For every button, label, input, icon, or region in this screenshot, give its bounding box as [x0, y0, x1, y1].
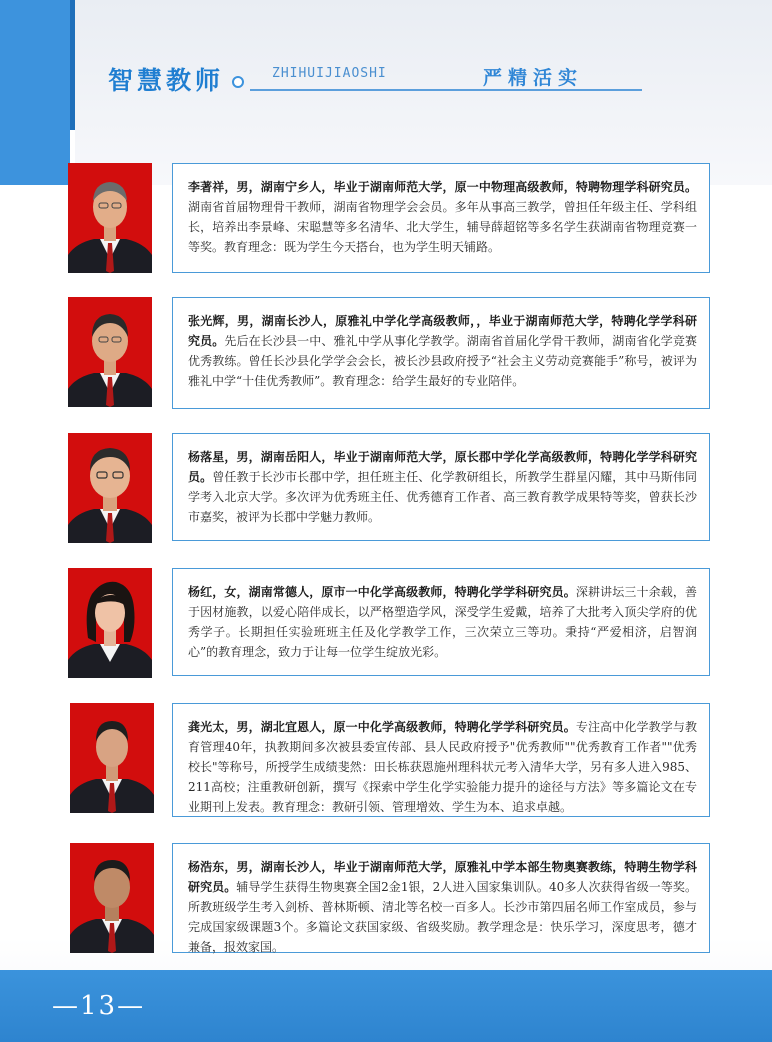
- section-header: [100, 55, 660, 100]
- teacher-description: 先后在长沙县一中、雅礼中学从事化学教学。湖南省首届化学骨干教师，湖南省化学竞赛优秀教练。曾任长沙县化学学会会长，被长沙县政府授予“社会主义劳动竞赛能手”称号，被评为雅礼中学“十佳优秀教师”。教育理念：给学生最好的专业陪伴。: [188, 334, 697, 388]
- header-divider: [250, 89, 642, 91]
- teacher-description: 深耕讲坛三十余载，善于因材施教，以爱心陪伴成长，以严格塑造学风，深受学生爱戴，培养了大批考入顶尖学府的优秀学子。长期担任实验班班主任及化学教学工作，三次荣立三等功。秉持“严爱相济，启智润心”的教育理念，致力于让每一位学生绽放光彩。: [188, 585, 697, 659]
- teacher-description: 专注高中化学教学与教育管理40年，执教期间多次被县委宣传部、县人民政府授予"优秀教师""优秀教育工作者""优秀校长"等称号，所授学生成绩斐然：田长栋获恩施州理科状元考入清华大学，另有多人进入985、211高校；注重教研创新，撰写《探索中学生化学实验能力提升的途径与方法》等多篇论文在专业期刊上发表。教育理念：教研引领、管理增效、学生为本、追求卓越。: [188, 720, 697, 814]
- teacher-bio: [172, 843, 710, 953]
- page-footer: [0, 970, 772, 1042]
- teacher-description: 辅导学生获得生物奥赛全国2金1银，2人进入国家集训队。40多人次获得省级一等奖。所教班级学生考入剑桥、普林斯顿、清北等名校一百多人。长沙市第四届名师工作室成员，参与完成国家级课题3个。多篇论文获国家级、省级奖励。教学理念是：快乐学习，深度思考，德才兼备，报效家国。: [188, 880, 697, 954]
- left-accent-band: [0, 0, 70, 185]
- teacher-name-title: 杨落星，男，湖南岳阳人，毕业于湖南师范大学，原长郡中学化学高级教师，特聘化学学科研究员。: [188, 450, 697, 484]
- teacher-name-title: 李著祥，男，湖南宁乡人，毕业于湖南师范大学，原一中物理高级教师，特聘物理学科研究员。: [188, 180, 697, 194]
- section-motto: 严精活实: [483, 67, 584, 89]
- teacher-description: 曾任教于长沙市长郡中学，担任班主任、化学教研组长，所教学生群星闪耀，其中马斯伟同学考入北京大学。多次评为优秀班主任、优秀德育工作者、高三教育教学成果特等奖，曾获长沙市嘉奖，被评为长郡中学魅力教师。: [188, 470, 697, 524]
- teacher-photo: [70, 843, 154, 953]
- circle-dot-icon: [232, 76, 244, 88]
- portrait-icon: [68, 297, 152, 407]
- portrait-icon: [68, 433, 152, 543]
- page-number: —13—: [52, 991, 146, 1021]
- portrait-icon: [70, 703, 154, 813]
- teacher-bio: [172, 433, 710, 541]
- teacher-bio: [172, 568, 710, 676]
- teacher-bio: [172, 703, 710, 817]
- teacher-photo: [68, 297, 152, 407]
- teacher-photo: [68, 433, 152, 543]
- teacher-photo: [68, 163, 152, 273]
- portrait-icon: [68, 163, 152, 273]
- teacher-photo: [70, 703, 154, 813]
- teacher-name-title: 张光辉，男，湖南长沙人，原雅礼中学化学高级教师，，毕业于湖南师范大学，特聘化学学科研究员。: [188, 314, 697, 348]
- portrait-icon: [68, 568, 152, 678]
- teacher-photo: [68, 568, 152, 678]
- teacher-description: 湖南省首届物理骨干教师，湖南省物理学会会员。多年从事高三教学，曾担任年级主任、学科组长，培养出李景峰、宋聪慧等多名清华、北大学生，辅导薛超铭等多名学生获湖南省物理竞赛一等奖。教育理念：既为学生今天搭台，也为学生明天铺路。: [188, 200, 697, 254]
- teacher-name-title: 杨红，女，湖南常德人，原市一中化学高级教师，特聘化学学科研究员。: [188, 585, 576, 599]
- portrait-icon: [70, 843, 154, 953]
- teacher-bio: [172, 163, 710, 273]
- teacher-name-title: 龚光太，男，湖北宜恩人，原一中化学高级教师，特聘化学学科研究员。: [188, 720, 576, 734]
- section-title: 智慧教师: [108, 66, 225, 95]
- teacher-bio: [172, 297, 710, 409]
- section-title-pinyin: ZHIHUIJIAOSHI: [272, 66, 387, 81]
- teacher-name-title: 杨浩东，男，湖南长沙人，毕业于湖南师范大学，原雅礼中学本部生物奥赛教练，特聘生物学科研究员。: [188, 860, 697, 894]
